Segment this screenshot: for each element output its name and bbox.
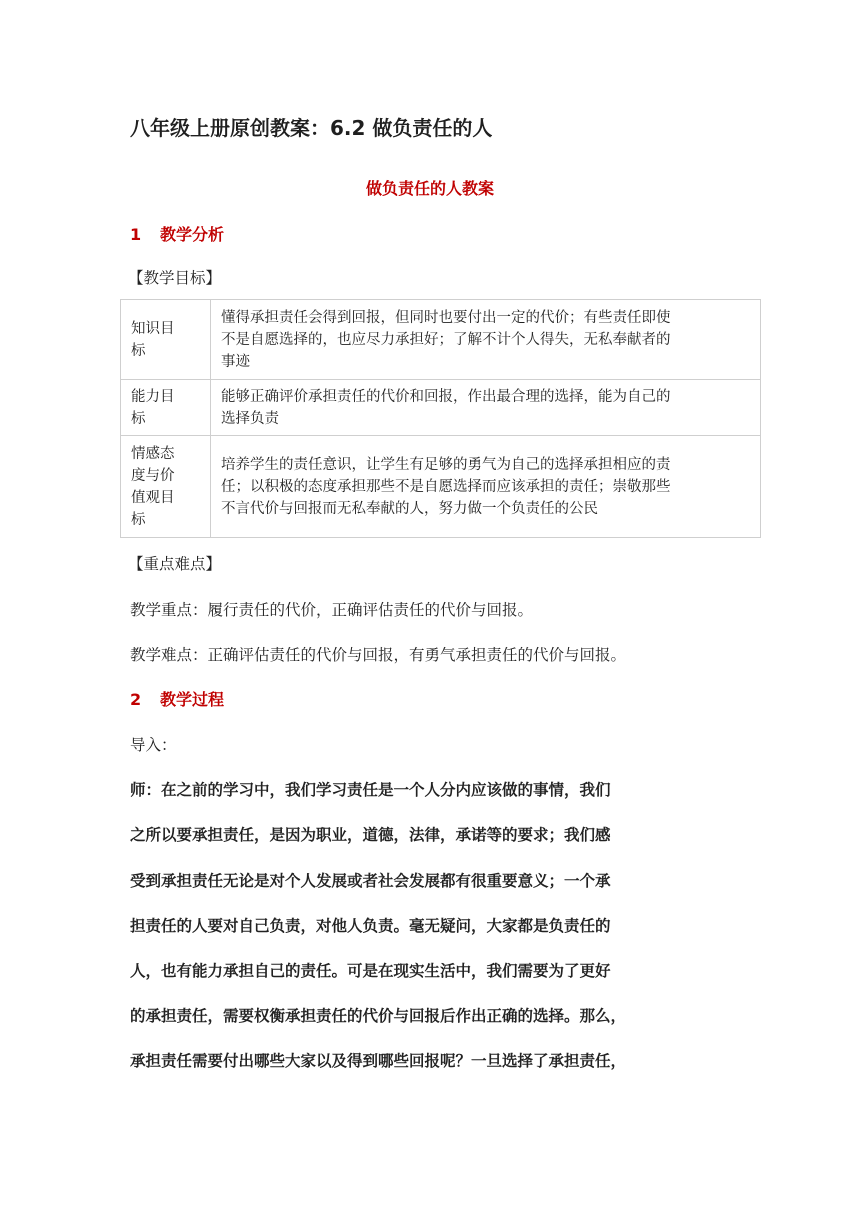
table-row xyxy=(121,436,761,538)
document-title: 八年级上册原创教案：6.2 做负责任的人 xyxy=(130,116,493,140)
goal-name-cell: 能力目 标 xyxy=(121,380,211,436)
teaching-key-point: 教学重点：履行责任的代价，正确评估责任的代价与回报。 xyxy=(130,601,534,619)
section-number: 2 xyxy=(130,690,142,709)
intro-line: 之所以要承担责任，是因为职业，道德，法律，承诺等的要求；我们感 xyxy=(130,826,611,844)
goal-text-cell: 懂得承担责任会得到回报，但同时也要付出一定的代价；有些责任即使 不是自愿选择的，也应尽力承担好；了解不计个人得失，无私奉献者的 事迹 xyxy=(211,300,761,380)
section-number: 1 xyxy=(130,225,142,244)
intro-line: 承担责任需要付出哪些大家以及得到哪些回报呢？一旦选择了承担责任， xyxy=(130,1052,627,1070)
goal-name-cell: 知识目 标 xyxy=(121,300,211,380)
intro-line: 受到承担责任无论是对个人发展或者社会发展都有很重要意义；一个承 xyxy=(130,872,611,890)
intro-line: 师：在之前的学习中，我们学习责任是一个人分内应该做的事情，我们 xyxy=(130,781,611,799)
table-row xyxy=(121,300,761,380)
intro-line: 人，也有能力承担自己的责任。可是在现实生活中，我们需要为了更好 xyxy=(130,962,611,980)
document-subtitle: 做负责任的人教案 xyxy=(365,179,494,198)
key-points-heading: 【重点难点】 xyxy=(128,555,222,573)
section-label: 教学分析 xyxy=(160,225,225,244)
intro-line: 担责任的人要对自己负责，对他人负责。毫无疑问，大家都是负责任的 xyxy=(130,917,611,935)
goals-table xyxy=(120,299,761,538)
goal-text-cell: 培养学生的责任意识，让学生有足够的勇气为自己的选择承担相应的责 任；以积极的态度承担那些不是自愿选择而应该承担的责任；崇敬那些 不言代价与回报而无私奉献的人，努力做一个负责任的公民 xyxy=(211,436,761,538)
goals-heading: 【教学目标】 xyxy=(128,269,222,287)
section-label: 教学过程 xyxy=(160,690,225,709)
intro-line: 的承担责任，需要权衡承担责任的代价与回报后作出正确的选择。那么， xyxy=(130,1007,627,1025)
goal-name-cell: 情感态 度与价 值观目 标 xyxy=(121,436,211,538)
section-heading-process xyxy=(130,687,224,710)
table-row xyxy=(121,380,761,436)
intro-label: 导入： xyxy=(130,736,177,754)
goal-text-cell: 能够正确评价承担责任的代价和回报，作出最合理的选择，能为自己的 选择负责 xyxy=(211,380,761,436)
section-heading-analysis xyxy=(130,222,224,245)
teaching-difficult-point: 教学难点：正确评估责任的代价与回报，有勇气承担责任的代价与回报。 xyxy=(130,646,627,664)
